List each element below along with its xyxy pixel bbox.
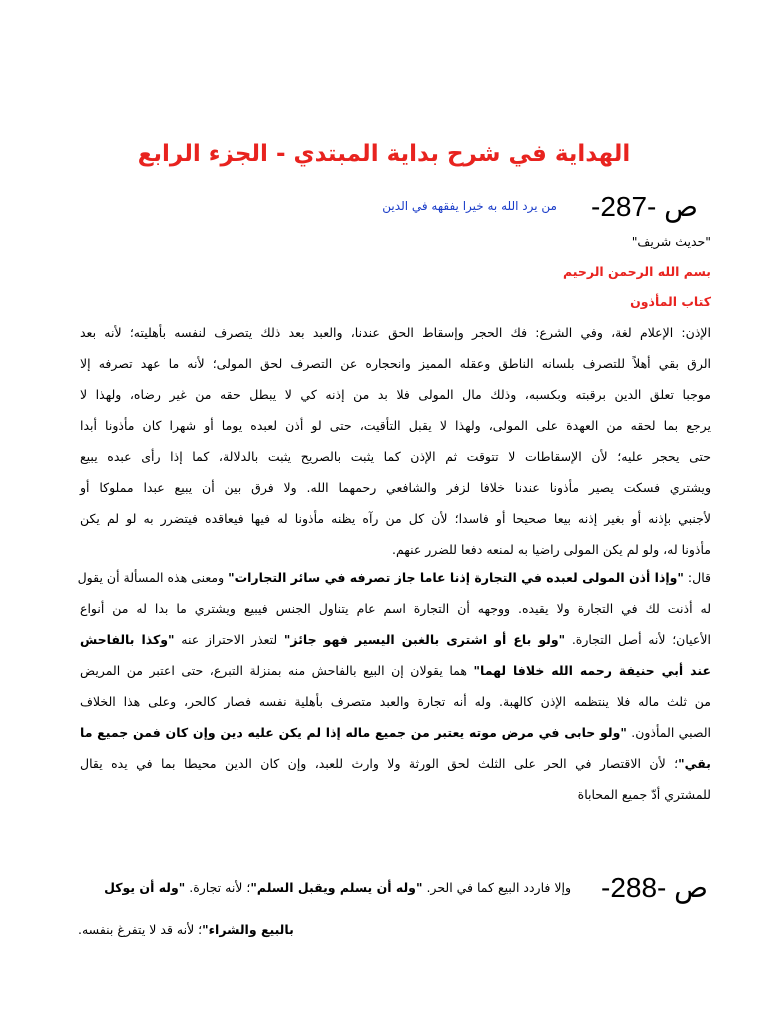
basmala: بسم الله الرحمن الرحيم <box>563 264 711 279</box>
page-number: ص -288- <box>600 872 708 903</box>
text-span: وإلا فاردد البيع كما في الحر. <box>422 880 571 895</box>
text-span: قال: <box>683 570 711 585</box>
paragraph-line: موجبا تعلق الدين برقبته وبكسبه، وذلك مال المولى فلا بد من إذنه كي لا يبطل حقه من غير رضاه، ولهذا لا <box>80 387 711 402</box>
paragraph-line: ويشتري فسكت يصير مأذونا عندنا خلافا لزفر والشافعي رحمهما الله. ولا فرق بين أن يبيع عبدا مملوكا أو <box>80 480 711 495</box>
bold-quote: "ولو باع أو اشترى بالغبن اليسير فهو جائز" <box>283 632 566 647</box>
paragraph-line <box>80 661 711 681</box>
hadith-label: "حديث شريف" <box>631 234 711 249</box>
bold-quote: "ولو حابى في مرض موته يعتبر من جميع ماله إذا لم يكن عليه دين وإن كان فمن جميع ما <box>80 725 627 740</box>
paragraph-line <box>80 723 711 743</box>
paragraph-line: مأذونا له، ولو لم يكن المولى راضيا به لمنعه دفعا للضرر عنهم. <box>392 542 711 557</box>
bold-quote: بقي" <box>678 756 711 771</box>
text-span: ؛ لأن الاقتصار في الحر على الثلث لحق الورثة ولا وارث للعبد، وإن كان الدين محيطا بما في يده يقال <box>80 756 679 771</box>
text-span: ؛ لأنه تجارة. <box>185 880 251 895</box>
paragraph-line <box>77 568 711 588</box>
paragraph-line: لأجنبي بإذنه أو بغير إذنه بيعا صحيحا أو فاسدا؛ لأن كل من رآه يظنه مأذونا له فيها فيعاقده فيتضرر به لو لم يكن <box>80 511 711 526</box>
paragraph-line: للمشتري أدّ جميع المحاباة <box>577 787 711 802</box>
text-span: هما يقولان إن البيع بالفاحش منه بمنزلة التبرع، حتى اعتبر من المريض <box>80 663 474 678</box>
paragraph-line: يرجع بما لحقه من العهدة على المولى، ولهذا لا يقبل التأقيت، حتى لو أذن لعبده يوما أو شهرا كان مأذونا أبدا <box>80 418 711 433</box>
line-content <box>78 922 294 937</box>
paragraph-line <box>80 754 711 774</box>
page-287-header <box>382 186 698 226</box>
bold-quote: بالبيع والشراء" <box>202 922 294 937</box>
paragraph-line: له أذنت لك في التجارة ولا يقيده. ووجهه أن التجارة اسم عام يتناول الجنس فيبيع ويشتري ما بدا له من أنواع <box>80 601 711 616</box>
paragraph-line: الرق بقي أهلاً للتصرف بلسانه الناطق وعقله المميز وانحجاره عن التصرف لحق المولى؛ لأنه ما عهد تصرفه إلا <box>80 356 711 371</box>
text-span: ومعنى هذه المسألة أن يقول <box>77 570 229 585</box>
text-span: ؛ لأنه قد لا يتفرغ بنفسه. <box>78 922 203 937</box>
document-title: الهداية في شرح بداية المبتدي - الجزء الرابع <box>137 141 631 167</box>
paragraph-line: الإذن: الإعلام لغة، وفي الشرع: فك الحجر وإسقاط الحق عندنا، والعبد بعد ذلك يتصرف لنفسه بأهليته؛ لأنه بعد <box>80 325 711 340</box>
page-subtitle: من يرد الله به خيرا يفقهه في الدين <box>382 199 557 213</box>
text-span: الصبي المأذون. <box>626 725 711 740</box>
paragraph-line <box>80 630 711 650</box>
chapter-title: كتاب المأذون <box>630 294 711 309</box>
bold-quote: "وله أن يسلم ويقبل السلم" <box>250 880 423 895</box>
paragraph-line <box>78 920 294 940</box>
bold-quote: عند أبي حنيفة رحمه الله خلافا لهما" <box>473 663 711 678</box>
text-span: لتعذر الاحتراز عنه <box>174 632 284 647</box>
paragraph-line: حتى يحجر عليه؛ لأن الإسقاطات لا تتوقت ثم الإذن كما يثبت بالصريح يثبت بالدلالة، كما إذا رأى عبده يبيع <box>80 449 711 464</box>
bold-quote: "وإذا أذن المولى لعبده في التجارة إذنا عاما جاز تصرفه في سائر التجارات" <box>228 570 684 585</box>
text-span: الأعيان؛ لأنه أصل التجارة. <box>565 632 711 647</box>
paragraph-line: من ثلث ماله فلا ينتظمه الإذن كالهبة. وله أنه تجارة والعبد متصرف بأهلية نفسه فصار كالحر، وعلى هذا الخلاف <box>80 694 711 709</box>
bold-quote: "وكذا بالفاحش <box>80 632 175 647</box>
page-number: ص -287- <box>590 190 698 222</box>
page-288-header-line <box>80 868 708 908</box>
page-288-first-line <box>104 878 571 898</box>
bold-quote: "وله أن يوكل <box>104 880 186 895</box>
